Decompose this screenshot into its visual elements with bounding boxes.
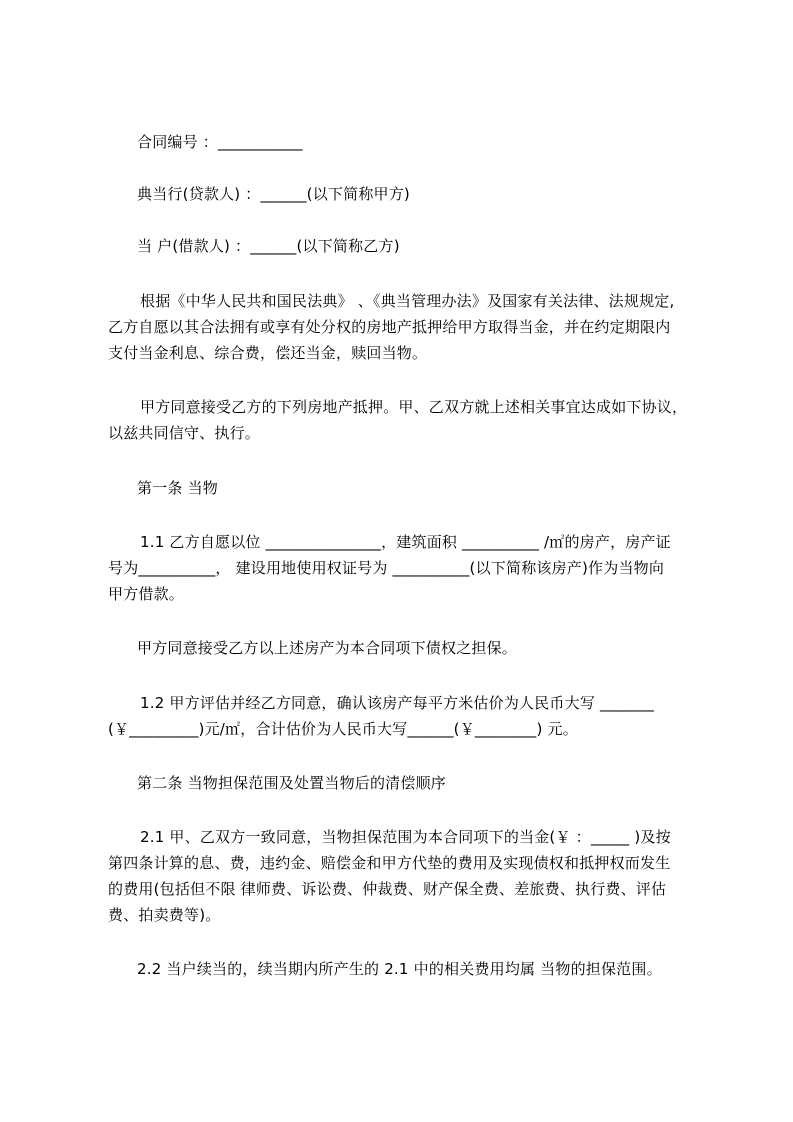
borrower-line: 当 户(借款人) ：______(以下简称乙方): [137, 237, 400, 255]
clause-2-1-line-4: 费、拍卖费等)。: [108, 906, 221, 924]
agreement-line-1: 甲方同意接受乙方的下列房地产抵押。甲、乙双方就上述相关事宜达成如下协议，: [140, 398, 688, 416]
clause-2-1-line-2: 第四条计算的息、费，违约金、赔偿金和甲方代垫的费用及实现债权和抵押权而发生: [108, 854, 671, 872]
clause-1-2-line-1: 1.2 甲方评估并经乙方同意，确认该房产每平方米估价为人民币大写 _______: [140, 694, 654, 712]
clause-1-1-line-2: 号为__________， 建设用地使用权证号为 __________(以下简称该房产)作为当物向: [108, 559, 665, 577]
clause-1-2-line-2: (￥_________)元/㎡，合计估价为人民币大写______(￥________) 元。: [108, 720, 578, 738]
clause-2-1-line-1: 2.1 甲、乙双方一致同意，当物担保范围为本合同项下的当金(￥ ：_____ )及按: [140, 828, 671, 846]
article-1-heading: 第一条 当物: [137, 479, 218, 497]
article-2-heading: 第二条 当物担保范围及处置当物后的清偿顺序: [137, 774, 446, 792]
clause-2-1-line-3: 的费用(包括但不限 律师费、诉讼费、仲裁费、财产保全费、差旅费、执行费、评估: [108, 880, 667, 898]
contract-number-line: 合同编号 ：___________: [137, 133, 303, 151]
preamble-line-3: 支付当金利息、综合费，偿还当金，赎回当物。: [108, 344, 428, 362]
guarantee-line: 甲方同意接受乙方以上述房产为本合同项下债权之担保。: [137, 639, 518, 657]
pawnshop-lender-line: 典当行(贷款人) ：______(以下简称甲方): [137, 185, 410, 203]
preamble-line-2: 乙方自愿以其合法拥有或享有处分权的房地产抵押给甲方取得当金，并在约定期限内: [108, 318, 671, 336]
clause-1-1-line-1: 1.1 乙方自愿以位 _______________，建筑面积 __________ /㎡的房产，房产证: [140, 533, 671, 551]
clause-1-1-line-3: 甲方借款。: [108, 585, 185, 603]
agreement-line-2: 以兹共同信守、执行。: [108, 424, 261, 442]
clause-2-2-line: 2.2 当户续当的，续当期内所产生的 2.1 中的相关费用均属 当物的担保范围。: [137, 960, 662, 978]
preamble-line-1: 根据《中华人民共和国民法典》 、《典当管理办法》及国家有关法律、法规规定,: [140, 292, 675, 310]
